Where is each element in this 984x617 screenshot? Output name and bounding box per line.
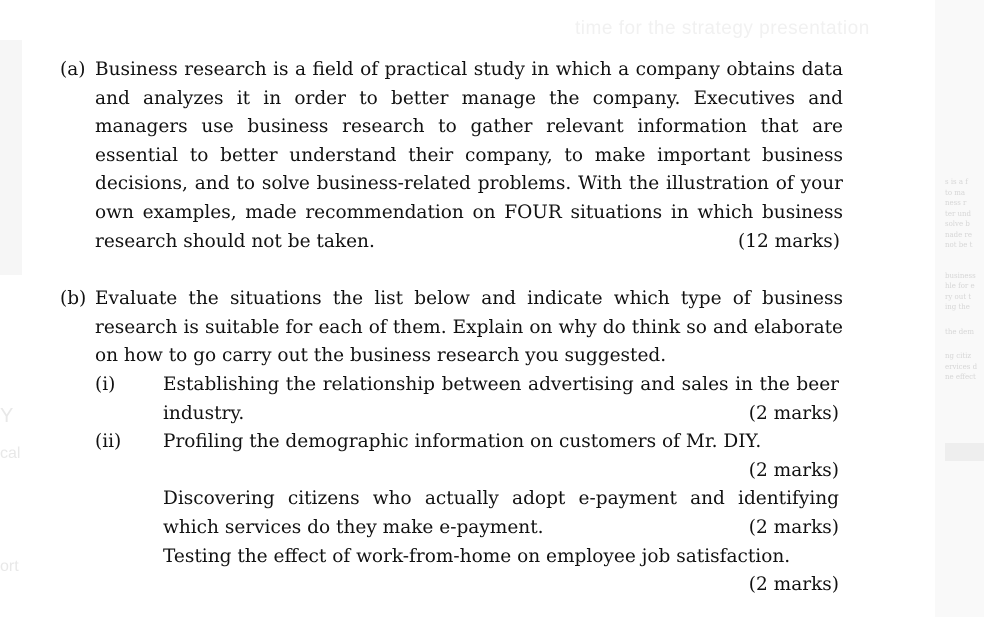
item-marks: (2 marks) — [748, 574, 839, 596]
question-a-line: essential to better understand their company, to make important business — [95, 144, 843, 166]
item-number: (ii) — [95, 431, 122, 453]
question-a-label: (a) — [60, 59, 86, 80]
item-text: Establishing the relationship between advertising and sales in the beer — [163, 374, 839, 395]
item-marks: (2 marks) — [748, 402, 839, 424]
faint-left-fragment: ort — [0, 558, 19, 575]
question-b-line: Evaluate the situations the list below and indicate which type of business — [95, 288, 843, 309]
list-item — [95, 428, 841, 485]
item-number: (i) — [95, 374, 116, 395]
list-item — [95, 543, 841, 600]
question-a-line: managers use business research to gather relevant information that are — [95, 116, 843, 138]
list-item — [95, 485, 841, 542]
question-a-line: decisions, and to solve business-related problems. With the illustration of your — [95, 173, 843, 195]
item-text: Profiling the demographic information on customers of Mr. DIY. — [163, 431, 762, 453]
item-text: Discovering citizens who actually adopt e-payment and identifying — [163, 488, 839, 510]
list-item — [95, 371, 841, 428]
item-text: which services do they make e-payment. — [163, 516, 544, 538]
question-a-line: Business research is a field of practical study in which a company obtains data — [95, 59, 843, 80]
question-a-line: own examples, made recommendation on FOUR situations in which business — [95, 201, 843, 223]
item-marks: (2 marks) — [748, 516, 839, 538]
item-text: Testing the effect of work-from-home on employee job satisfaction. — [163, 545, 791, 567]
right-faint-text-column: s is a f to ma ness r ter und solve b nade re not be t business hle for e ry out t ing the the dem ng citiz ervices d ne effect — [945, 178, 978, 381]
question-a-marks: (12 marks) — [738, 230, 840, 252]
question-a-line: research should not be taken. — [95, 230, 375, 252]
question-b-line: research is suitable for each of them. Explain on why do think so and elaborate — [95, 316, 843, 338]
faint-background-heading: time for the strategy presentation — [575, 18, 870, 39]
item-marks: (2 marks) — [748, 459, 839, 481]
item-text: industry. — [163, 402, 245, 424]
faint-left-fragment: cal — [0, 445, 21, 462]
question-b-label: (b) — [60, 288, 87, 309]
left-background-band — [0, 40, 22, 275]
question-b-line: on how to go carry out the business research you suggested. — [95, 345, 667, 367]
right-faint-bar — [945, 443, 984, 461]
faint-left-fragment: Y — [0, 405, 14, 427]
question-a-line: and analyzes it in order to better manage the company. Executives and — [95, 87, 843, 109]
question-b-items — [95, 371, 841, 600]
